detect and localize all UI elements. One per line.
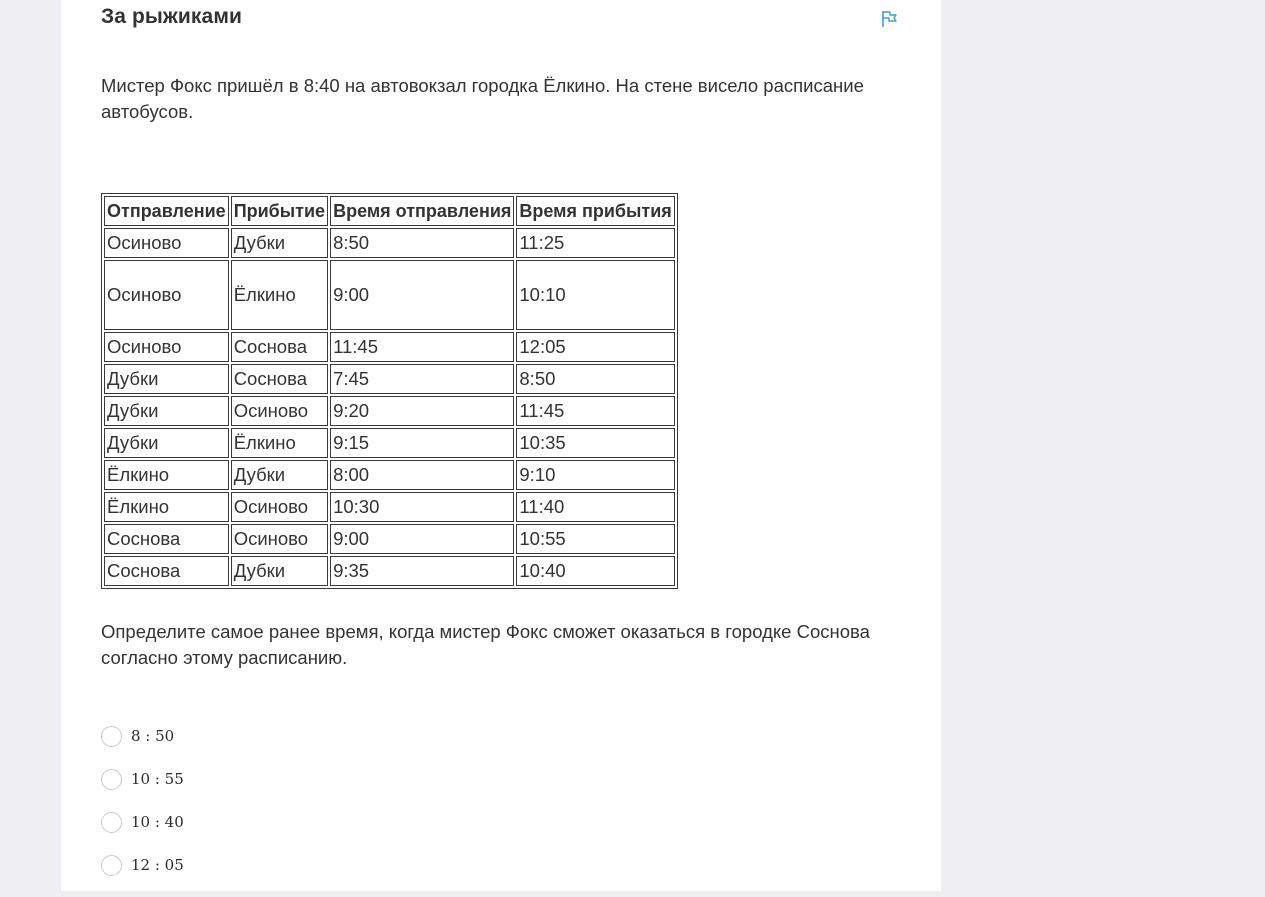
cell-arrival-time: 11:25 <box>516 228 674 258</box>
cell-departure-time: 9:15 <box>330 428 514 458</box>
cell-arrival-time: 10:55 <box>516 524 674 554</box>
cell-departure-time: 11:45 <box>330 332 514 362</box>
cell-departure: Осиново <box>104 332 229 362</box>
table-row <box>104 260 675 330</box>
answer-options <box>101 725 184 897</box>
cell-departure-time: 9:00 <box>330 260 514 330</box>
cell-departure: Ёлкино <box>104 492 229 522</box>
cell-arrival-time: 12:05 <box>516 332 674 362</box>
table-row <box>104 524 675 554</box>
answer-option[interactable] <box>101 725 184 747</box>
answer-option-label: 12 : 05 <box>131 856 184 874</box>
answer-option-label: 10 : 55 <box>131 770 184 788</box>
cell-arrival: Осиново <box>231 524 328 554</box>
answer-option-label: 8 : 50 <box>131 727 175 745</box>
flag-icon[interactable] <box>879 9 901 29</box>
task-title: За рыжиками <box>101 5 242 28</box>
col-header-departure: Отправление <box>104 196 229 226</box>
cell-arrival-time: 11:40 <box>516 492 674 522</box>
cell-arrival-time: 10:35 <box>516 428 674 458</box>
col-header-departure-time: Время отправления <box>330 196 514 226</box>
cell-arrival: Осиново <box>231 396 328 426</box>
col-header-arrival-time: Время прибытия <box>516 196 674 226</box>
radio-button[interactable] <box>101 726 122 747</box>
cell-departure-time: 8:00 <box>330 460 514 490</box>
answer-option-label: 10 : 40 <box>131 813 184 831</box>
cell-arrival: Ёлкино <box>231 428 328 458</box>
task-intro: Мистер Фокс пришёл в 8:40 на автовокзал городка Ёлкино. На стене висело расписание автобусов. <box>101 75 864 122</box>
table-row <box>104 332 675 362</box>
cell-arrival: Соснова <box>231 364 328 394</box>
cell-arrival: Дубки <box>231 460 328 490</box>
cell-departure-time: 9:20 <box>330 396 514 426</box>
cell-arrival-time: 11:45 <box>516 396 674 426</box>
cell-departure: Дубки <box>104 428 229 458</box>
radio-button[interactable] <box>101 812 122 833</box>
table-row <box>104 364 675 394</box>
cell-arrival: Дубки <box>231 556 328 586</box>
answer-option[interactable] <box>101 768 184 790</box>
cell-departure-time: 10:30 <box>330 492 514 522</box>
cell-departure: Соснова <box>104 556 229 586</box>
cell-arrival-time: 10:40 <box>516 556 674 586</box>
table-row <box>104 556 675 586</box>
cell-departure: Соснова <box>104 524 229 554</box>
table-row <box>104 396 675 426</box>
cell-arrival: Дубки <box>231 228 328 258</box>
cell-departure: Ёлкино <box>104 460 229 490</box>
cell-departure-time: 8:50 <box>330 228 514 258</box>
table-row <box>104 460 675 490</box>
table-header-row <box>104 196 675 226</box>
cell-departure-time: 9:00 <box>330 524 514 554</box>
table-row <box>104 428 675 458</box>
task-card <box>61 0 941 891</box>
cell-arrival-time: 8:50 <box>516 364 674 394</box>
radio-button[interactable] <box>101 855 122 876</box>
answer-option[interactable] <box>101 854 184 876</box>
cell-departure: Осиново <box>104 260 229 330</box>
cell-departure: Осиново <box>104 228 229 258</box>
cell-departure: Дубки <box>104 396 229 426</box>
cell-arrival: Ёлкино <box>231 260 328 330</box>
schedule-table <box>101 193 678 589</box>
table-row <box>104 228 675 258</box>
cell-arrival-time: 10:10 <box>516 260 674 330</box>
cell-departure-time: 7:45 <box>330 364 514 394</box>
col-header-arrival: Прибытие <box>231 196 328 226</box>
cell-arrival: Осиново <box>231 492 328 522</box>
schedule-table-wrap <box>101 193 678 589</box>
cell-departure: Дубки <box>104 364 229 394</box>
table-row <box>104 492 675 522</box>
cell-arrival-time: 9:10 <box>516 460 674 490</box>
task-question: Определите самое ранее время, когда мистер Фокс сможет оказаться в городке Соснова согласно этому расписанию. <box>101 621 870 668</box>
radio-button[interactable] <box>101 769 122 790</box>
cell-arrival: Соснова <box>231 332 328 362</box>
answer-option[interactable] <box>101 811 184 833</box>
cell-departure-time: 9:35 <box>330 556 514 586</box>
